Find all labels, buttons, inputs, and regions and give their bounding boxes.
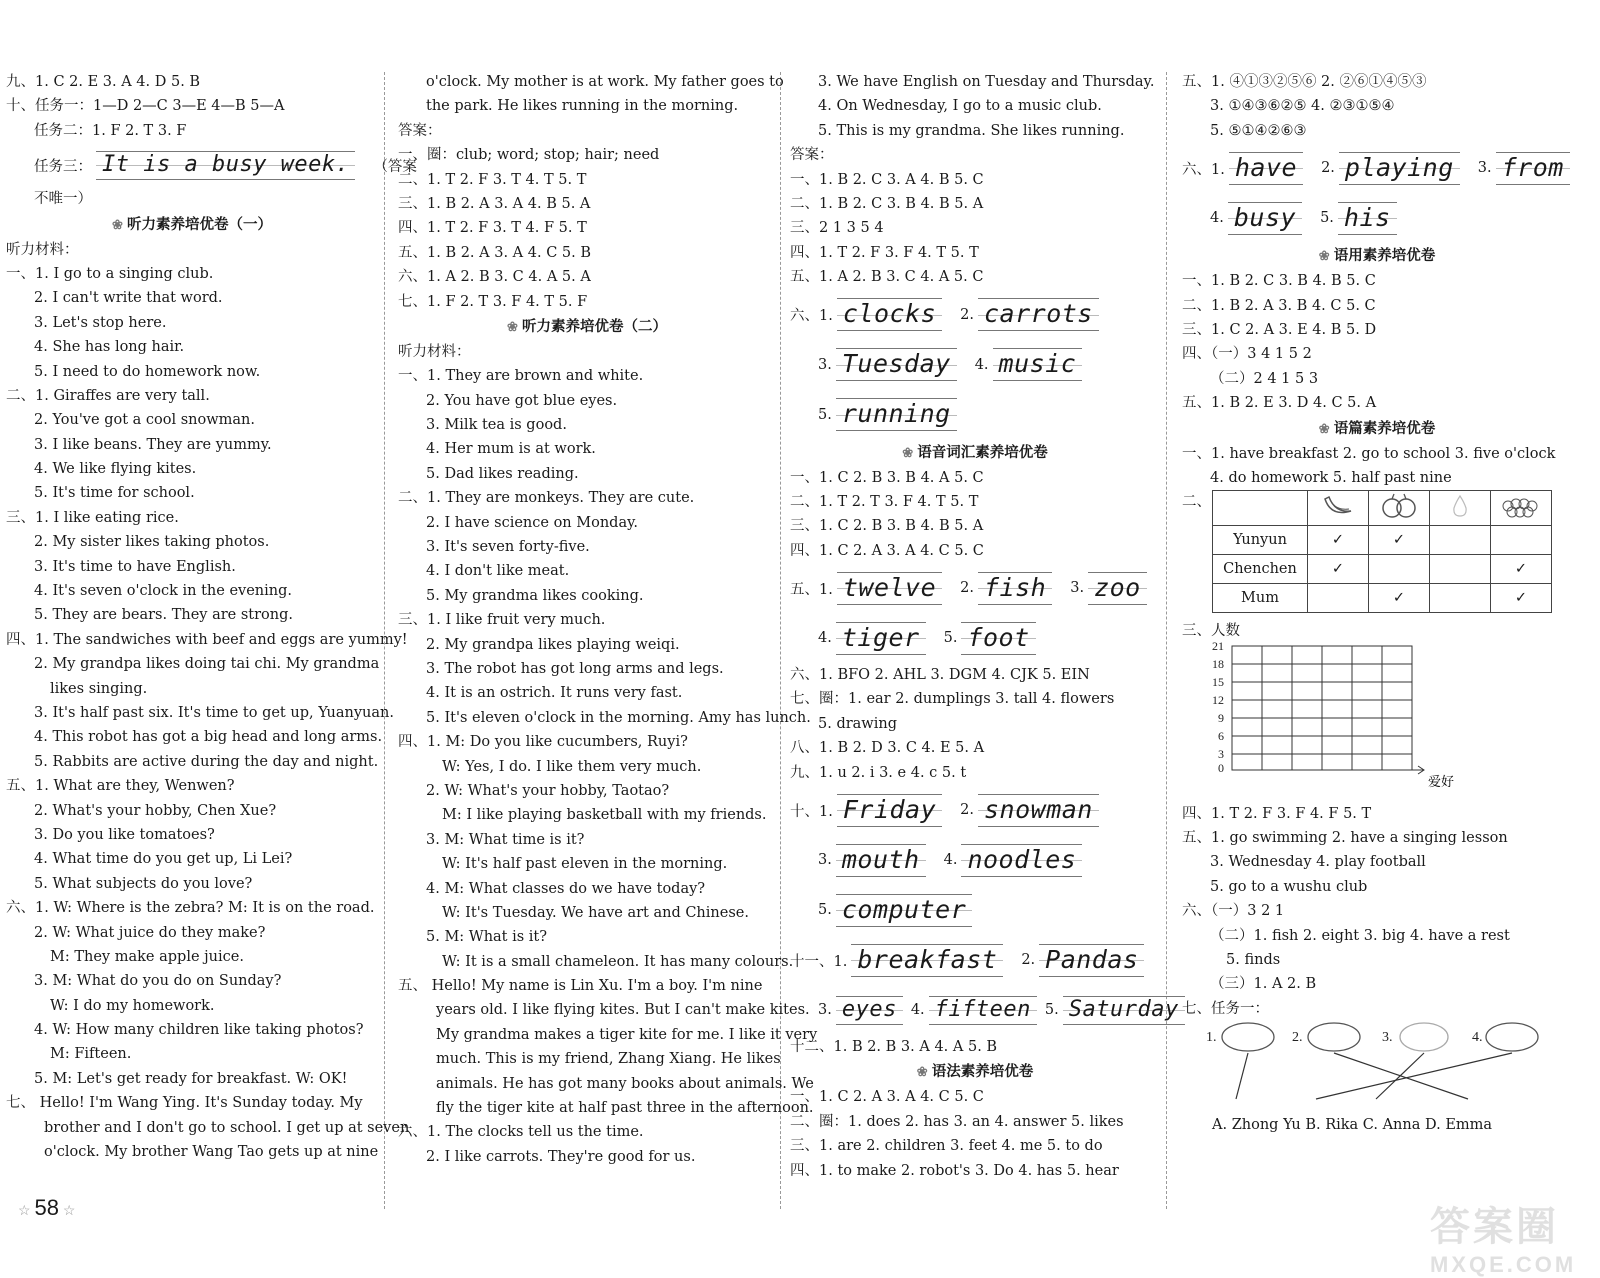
text-line: 六、1. The clocks tell us the time. (398, 1124, 644, 1141)
item-number: 4. (974, 356, 989, 373)
text-line: 4. We like flying kites. (34, 461, 197, 478)
text-line: o'clock. My brother Wang Tao gets up at nine (44, 1144, 379, 1161)
handwritten-answer: foot (961, 622, 1035, 655)
text-line: the park. He likes running in the morning. (426, 98, 739, 115)
answer-line: （二）1. fish 2. eight 3. big 4. have a rest (1210, 927, 1510, 944)
section-title: 听力素养培优卷（二） (521, 317, 667, 335)
text-line: M: Fifteen. (50, 1046, 132, 1063)
answer-line: 二、1. B 2. A 3. B 4. C 5. C (1182, 297, 1376, 314)
handwritten-answer: from (1496, 152, 1570, 185)
answer-line: 4. do homework 5. half past nine (1210, 469, 1452, 486)
match-number: 1. (1206, 1030, 1217, 1046)
text-line: likes singing. (50, 680, 148, 697)
column-4 (1182, 70, 1572, 1138)
text-line: 3. The robot has got long arms and legs. (426, 660, 724, 677)
item-number: 5. (818, 406, 832, 423)
answer-line: 四、（一）3 4 1 5 2 (1182, 346, 1312, 363)
answer-line: 三、1. are 2. children 3. feet 4. me 5. to do (790, 1138, 1103, 1155)
handwritten-answer: clocks (837, 298, 942, 331)
handwritten-answer: playing (1339, 152, 1460, 185)
text-line: 一、1. They are brown and white. (398, 368, 644, 385)
handwritten-answer: fish (978, 572, 1052, 605)
text-line: 二、1. They are monkeys. They are cute. (398, 490, 695, 507)
text-line: 2. W: What juice do they make? (34, 924, 266, 941)
text-line: animals. He has got many books about animals. We (436, 1075, 814, 1092)
text-line: 4. It's seven o'clock in the evening. (34, 583, 292, 600)
text-line: 二、1. Giraffes are very tall. (6, 387, 210, 404)
text-line: 5. They are bears. They are strong. (34, 607, 294, 624)
text-line: 2. I can't write that word. (34, 290, 223, 307)
axis-tick: 12 (1212, 692, 1224, 707)
item-number: 3. (818, 356, 832, 373)
item-number: 2. (1321, 160, 1335, 177)
note: （答案 (373, 158, 417, 175)
row-name: Yunyun (1213, 526, 1308, 555)
paw-icon: ❀ (1318, 249, 1330, 265)
handwritten-answer: mouth (836, 844, 926, 877)
handwritten-answer: Saturday (1063, 996, 1185, 1025)
section-heading (1182, 243, 1572, 269)
tick-cell (1308, 584, 1369, 613)
axis-tick: 6 (1218, 728, 1224, 743)
text-line: 听力材料： (6, 241, 79, 258)
handwritten-answer: running (836, 398, 957, 431)
tick-cell: ✓ (1369, 526, 1430, 555)
answer-line: 不唯一） (34, 191, 92, 208)
answer-line: 三、2 1 3 5 4 (790, 220, 884, 237)
star-icon: ☆ (58, 1202, 76, 1218)
handwritten-answer: snowman (978, 794, 1099, 827)
text-line: W: I do my homework. (50, 997, 215, 1014)
food-plate-icon (1400, 1023, 1448, 1051)
section-heading (790, 1059, 1160, 1085)
text-line: 4. It is an ostrich. It runs very fast. (426, 685, 683, 702)
food-plate-icon (1486, 1023, 1538, 1051)
item-number: 3. (818, 1002, 832, 1019)
answer-line: （二）2 4 1 5 3 (1210, 370, 1319, 387)
text-line: 5. It's time for school. (34, 485, 195, 502)
text-line: 四、1. M: Do you like cucumbers, Ruyi? (398, 734, 688, 751)
section-title: 听力素养培优卷（一） (126, 215, 272, 233)
answer-line: 五、1. A 2. B 3. C 4. A 5. C (790, 269, 984, 286)
answer-line: 一、1. have breakfast 2. go to school 3. five o'clock (1182, 445, 1556, 462)
handwritten-answer: It is a busy week. (96, 151, 355, 180)
answer-line: 四、1. T 2. F 3. F 4. F 5. T (1182, 805, 1372, 822)
tick-cell: ✓ (1369, 584, 1430, 613)
text-line: 4. M: What classes do we have today? (426, 880, 706, 897)
item-number: 3. (818, 852, 832, 869)
item-number: 十一、1. (790, 953, 848, 970)
text-line: 六、1. W: Where is the zebra? M: It is on the road. (6, 900, 375, 917)
handwritten-answer: busy (1228, 202, 1302, 235)
text-line: 2. My grandpa likes playing weiqi. (426, 636, 680, 653)
answer-line: 一、1. C 2. A 3. A 4. C 5. C (790, 1089, 984, 1106)
food-plate-icon (1222, 1023, 1274, 1051)
answer-line: 九、1. u 2. i 3. e 4. c 5. t (790, 764, 967, 781)
text-line: 5. Dad likes reading. (426, 465, 579, 482)
paw-icon: ❀ (902, 445, 914, 461)
section-heading (6, 212, 378, 238)
handwritten-answer: computer (836, 894, 972, 927)
answer-line: 七、任务一： (1182, 1000, 1269, 1017)
axis-tick: 18 (1212, 656, 1224, 671)
text-line: 七、 Hello! I'm Wang Ying. It's Sunday today. My (6, 1095, 363, 1112)
answer-line: 四、1. C 2. A 3. A 4. C 5. C (790, 542, 984, 559)
text-line: years old. I like flying kites. But I can't make kites. (436, 1002, 810, 1019)
table-header-row (1213, 491, 1552, 526)
item-number: 3. (1477, 160, 1492, 177)
item-number: 五、1. (790, 581, 833, 598)
answer-line: 二、1. T 2. F 3. T 4. T 5. T (398, 171, 587, 188)
answer-line: 一、1. B 2. C 3. A 4. B 5. C (790, 171, 984, 188)
answer-line: 5. finds (1226, 952, 1281, 969)
text-line: 5. Rabbits are active during the day and night. (34, 753, 379, 770)
item-number: 十、1. (790, 803, 833, 820)
section-title: 语用素养培优卷 (1333, 247, 1436, 265)
answer-line: 3. ①④③⑥②⑤ 4. ②③①⑤④ (1210, 98, 1395, 115)
table-row (1213, 584, 1552, 613)
blank-bar-chart-grid (1202, 638, 1462, 794)
text-line: 3. Milk tea is good. (426, 417, 567, 434)
column-3 (790, 70, 1179, 1183)
page-number-value: 58 (34, 1195, 59, 1220)
axis-tick: 21 (1212, 638, 1224, 653)
paw-icon: ❀ (916, 1065, 928, 1081)
answer-line: 五、1. go swimming 2. have a singing lesson (1182, 830, 1508, 847)
text-line: 五、1. What are they, Wenwen? (6, 778, 235, 795)
text-line: W: It is a small chameleon. It has many colours. (442, 953, 794, 970)
item-number: 4. (943, 852, 958, 869)
answer-line: 十、任务一：1—D 2—C 3—E 4—B 5—A (6, 98, 285, 115)
tick-cell (1369, 555, 1430, 584)
answer-line: （三）1. A 2. B (1210, 976, 1317, 993)
answer-line: 二、圈：1. does 2. has 3. an 4. answer 5. likes (790, 1113, 1124, 1130)
task-three-line (6, 143, 417, 187)
paw-icon: ❀ (112, 217, 123, 233)
column-divider (1166, 72, 1167, 1209)
answer-line: 二、1. T 2. T 3. F 4. T 5. T (790, 493, 979, 510)
tick-cell: ✓ (1308, 555, 1369, 584)
handwriting-row (790, 785, 1160, 835)
handwritten-answer: eyes (836, 996, 903, 1025)
item-number: 4. (818, 630, 832, 647)
handwriting-row (790, 835, 1160, 885)
tick-cell (1430, 584, 1491, 613)
text-line: brother and I don't go to school. I get up at seven (44, 1119, 410, 1136)
text-line: 2. I have science on Monday. (426, 514, 638, 531)
handwritten-answer: Tuesday (836, 348, 957, 381)
text-line: 4. I don't like meat. (426, 563, 570, 580)
handwriting-row (1182, 193, 1572, 243)
section-heading (1182, 416, 1572, 442)
text-line: 5. My grandma likes cooking. (426, 587, 644, 604)
text-line: W: It's half past eleven in the morning. (442, 856, 728, 873)
matching-diagram (1206, 1021, 1546, 1113)
section-title: 语篇素养培优卷 (1333, 419, 1436, 437)
item-number: 5. (1320, 210, 1334, 227)
text-line: 5. This is my grandma. She likes running. (818, 122, 1125, 139)
fruit-tick-table (1212, 490, 1552, 613)
answer-line: 二、1. B 2. C 3. B 4. B 5. A (790, 195, 984, 212)
task-label: 任务三： (34, 158, 92, 175)
text-line: My grandma makes a tiger kite for me. I like it very (436, 1026, 818, 1043)
text-line: 5. I need to do homework now. (34, 363, 261, 380)
handwriting-row (790, 935, 1160, 985)
text-line: fly the tiger kite at half past three in the afternoon. (436, 1100, 814, 1117)
section-heading (398, 314, 776, 340)
handwritten-answer: Friday (837, 794, 942, 827)
answer-line: 三、1. B 2. A 3. A 4. B 5. A (398, 195, 591, 212)
text-line: 2. What's your hobby, Chen Xue? (34, 802, 277, 819)
text-line: 3. We have English on Tuesday and Thursday. (818, 74, 1155, 90)
answer-line: 七、1. F 2. T 3. F 4. T 5. F (398, 293, 588, 310)
answer-line: 五、1. B 2. E 3. D 4. C 5. A (1182, 395, 1377, 412)
tick-table-block: 二、 Yunyun ✓ ✓ Chenchen ✓ ✓ Mum ✓ ✓ (1182, 490, 1572, 613)
handwriting-row (790, 613, 1160, 663)
item-number: 2. (960, 580, 974, 597)
tick-cell (1491, 526, 1552, 555)
handwriting-row (790, 340, 1160, 390)
text-line: 5. M: Let's get ready for breakfast. W: OK! (34, 1070, 348, 1087)
handwriting-row (790, 985, 1179, 1035)
tick-cell (1430, 555, 1491, 584)
text-line: much. This is my friend, Zhang Xiang. He likes (436, 1051, 781, 1068)
text-line: 3. It's half past six. It's time to get up, Yuanyuan. (34, 704, 394, 721)
question-line: 三、人数 (1182, 623, 1240, 640)
text-line: 一、1. I go to a singing club. (6, 265, 214, 282)
text-line: 2. You've got a cool snowman. (34, 412, 255, 429)
text-line: 2. My sister likes taking photos. (34, 534, 270, 551)
row-name: Chenchen (1213, 555, 1308, 584)
text-line: 4. Her mum is at work. (426, 441, 596, 458)
axis-tick: 0 (1218, 760, 1224, 775)
section-heading (790, 440, 1160, 466)
answer-line: 四、1. T 2. F 3. T 4. F 5. T (398, 220, 587, 237)
match-number: 4. (1472, 1030, 1483, 1046)
item-number: 2. (960, 306, 974, 323)
tick-cell: ✓ (1308, 526, 1369, 555)
text-line: 5. It's eleven o'clock in the morning. Amy has lunch. (426, 709, 811, 726)
table-corner (1213, 491, 1308, 526)
handwritten-answer: twelve (837, 572, 942, 605)
text-line: 3. It's time to have English. (34, 558, 236, 575)
text-line: 4. This robot has got a big head and long arms. (34, 729, 383, 746)
text-line: 三、1. I like eating rice. (6, 509, 179, 526)
answer-line: 七、圈：1. ear 2. dumplings 3. tall 4. flowers (790, 691, 1115, 708)
text-line: 四、1. The sandwiches with beef and eggs are yummy! (6, 631, 408, 648)
watermark-url: MXQE.COM (1430, 1252, 1577, 1277)
tick-cell: ✓ (1491, 584, 1552, 613)
text-line: 3. Do you like tomatoes? (34, 826, 215, 843)
axis-tick: 15 (1212, 674, 1224, 689)
text-line: 5. What subjects do you love? (34, 875, 253, 892)
handwritten-answer: noodles (961, 844, 1082, 877)
handwriting-row (790, 885, 1160, 935)
answer-line: 十二、1. B 2. B 3. A 4. A 5. B (790, 1039, 998, 1056)
handwriting-row (790, 390, 1160, 440)
star-icon: ☆ (18, 1202, 35, 1218)
item-number: 六、1. (1182, 161, 1225, 178)
text-line: 4. W: How many children like taking photos? (34, 1022, 364, 1039)
answer-line: 五、1. ④①③②⑤⑥ 2. ②⑥①④⑤③ (1182, 74, 1427, 90)
watermark (1430, 1195, 1576, 1278)
handwritten-answer: zoo (1088, 572, 1147, 605)
item-number: 4. (1210, 210, 1224, 227)
handwriting-row (790, 290, 1160, 340)
match-number: 2. (1292, 1030, 1303, 1046)
answer-line: 任务二：1. F 2. T 3. F (34, 122, 187, 139)
text-line: 三、1. I like fruit very much. (398, 612, 606, 629)
answer-line: 六、1. BFO 2. AHL 3. DGM 4. CJK 5. EIN (790, 667, 1090, 684)
answer-line: 五、1. B 2. A 3. A 4. C 5. B (398, 244, 592, 261)
food-plate-icon (1308, 1023, 1360, 1051)
text-line: 2. I like carrots. They're good for us. (426, 1148, 696, 1165)
apples-icon (1369, 491, 1430, 526)
answer-line: 四、1. to make 2. robot's 3. Do 4. has 5. hear (790, 1162, 1119, 1179)
answer-line: 四、1. T 2. F 3. F 4. T 5. T (790, 244, 979, 261)
text-line: 3. It's seven forty-five. (426, 539, 590, 556)
section-title: 语法素养培优卷 (931, 1063, 1034, 1081)
text-line: 2. My grandpa likes doing tai chi. My grandma (34, 656, 380, 673)
text-line: 4. What time do you get up, Li Lei? (34, 851, 293, 868)
handwritten-answer: fifteen (929, 996, 1037, 1025)
axis-tick: 3 (1218, 746, 1224, 761)
answer-line: 5. ⑤①④②⑥③ (1210, 122, 1307, 139)
item-number: 5. (943, 630, 958, 647)
handwritten-answer: breakfast (851, 944, 1003, 977)
text-line: 答案： (790, 147, 834, 164)
answer-line: 一、1. C 2. B 3. B 4. A 5. C (790, 469, 984, 486)
item-number: 六、1. (790, 308, 833, 325)
handwriting-row (1182, 143, 1572, 193)
handwritten-answer: have (1229, 152, 1303, 185)
answer-line: 八、1. B 2. D 3. C 4. E 5. A (790, 740, 985, 757)
text-line: 3. Let's stop here. (34, 314, 167, 331)
page-number (18, 1195, 75, 1221)
text-line: 答案： (398, 122, 442, 139)
text-line: 五、 Hello! My name is Lin Xu. I'm a boy. I'm nine (398, 978, 763, 995)
answer-line: 5. drawing (818, 715, 897, 732)
paw-icon: ❀ (1318, 421, 1330, 437)
text-line: W: It's Tuesday. We have art and Chinese. (442, 904, 749, 921)
handwritten-answer: tiger (836, 622, 926, 655)
axis-tick: 9 (1218, 710, 1224, 725)
tick-cell: ✓ (1491, 555, 1552, 584)
text-line: 2. W: What's your hobby, Taotao? (426, 782, 670, 799)
text-line: 4. On Wednesday, I go to a music club. (818, 98, 1102, 115)
item-number: 2. (960, 802, 974, 819)
names-line: A. Zhong Yu B. Rika C. Anna D. Emma (1212, 1117, 1493, 1134)
item-number: 3. (1070, 580, 1085, 597)
item-number: 5. (818, 902, 832, 919)
answer-line: 5. go to a wushu club (1210, 878, 1368, 895)
text-line: 2. You have got blue eyes. (426, 392, 618, 409)
table-row (1213, 526, 1552, 555)
text-line: W: Yes, I do. I like them very much. (442, 758, 702, 775)
handwritten-answer: his (1338, 202, 1397, 235)
text-line: 3. I like beans. They are yummy. (34, 436, 272, 453)
section-title: 语音词汇素养培优卷 (917, 443, 1048, 461)
match-number: 3. (1382, 1030, 1393, 1046)
answer-line: 九、1. C 2. E 3. A 4. D 5. B (6, 74, 201, 90)
text-line: 3. M: What time is it? (426, 831, 585, 848)
watermark-logo: 答案圈 (1430, 1205, 1559, 1249)
grapes-icon (1491, 491, 1552, 526)
item-number: 2. (1021, 952, 1036, 969)
handwriting-row (790, 563, 1160, 613)
answer-line: 六、1. A 2. B 3. C 4. A 5. A (398, 269, 591, 286)
answer-line: 一、1. B 2. C 3. B 4. B 5. C (1182, 273, 1376, 290)
text-line: M: They make apple juice. (50, 948, 244, 965)
handwritten-answer: Pandas (1039, 944, 1144, 977)
axis-label: 爱好 (1428, 773, 1455, 789)
tick-cell (1430, 526, 1491, 555)
handwritten-answer: carrots (978, 298, 1099, 331)
answer-line: 3. Wednesday 4. play football (1210, 854, 1426, 871)
text-line: M: I like playing basketball with my friends. (442, 807, 767, 824)
text-line: 3. M: What do you do on Sunday? (34, 973, 282, 990)
item-number: 4. (910, 1002, 925, 1019)
item-number: 5. (1044, 1002, 1059, 1019)
row-name: Mum (1213, 584, 1308, 613)
text-line: o'clock. My mother is at work. My father goes to (426, 74, 784, 90)
banana-icon (1308, 491, 1369, 526)
answer-line: 三、1. C 2. A 3. E 4. B 5. D (1182, 321, 1377, 338)
answer-line: 一、圈：club; word; stop; hair; need (398, 147, 660, 164)
answer-line: 三、1. C 2. B 3. B 4. B 5. A (790, 518, 984, 535)
text-line: 听力材料： (398, 343, 471, 360)
text-line: 4. She has long hair. (34, 339, 185, 356)
paw-icon: ❀ (507, 319, 518, 335)
pear-icon (1430, 491, 1491, 526)
text-line: 5. M: What is it? (426, 929, 548, 946)
handwritten-answer: music (993, 348, 1083, 381)
table-row (1213, 555, 1552, 584)
column-1 (6, 70, 417, 1164)
answer-line: 六、（一）3 2 1 (1182, 903, 1285, 920)
